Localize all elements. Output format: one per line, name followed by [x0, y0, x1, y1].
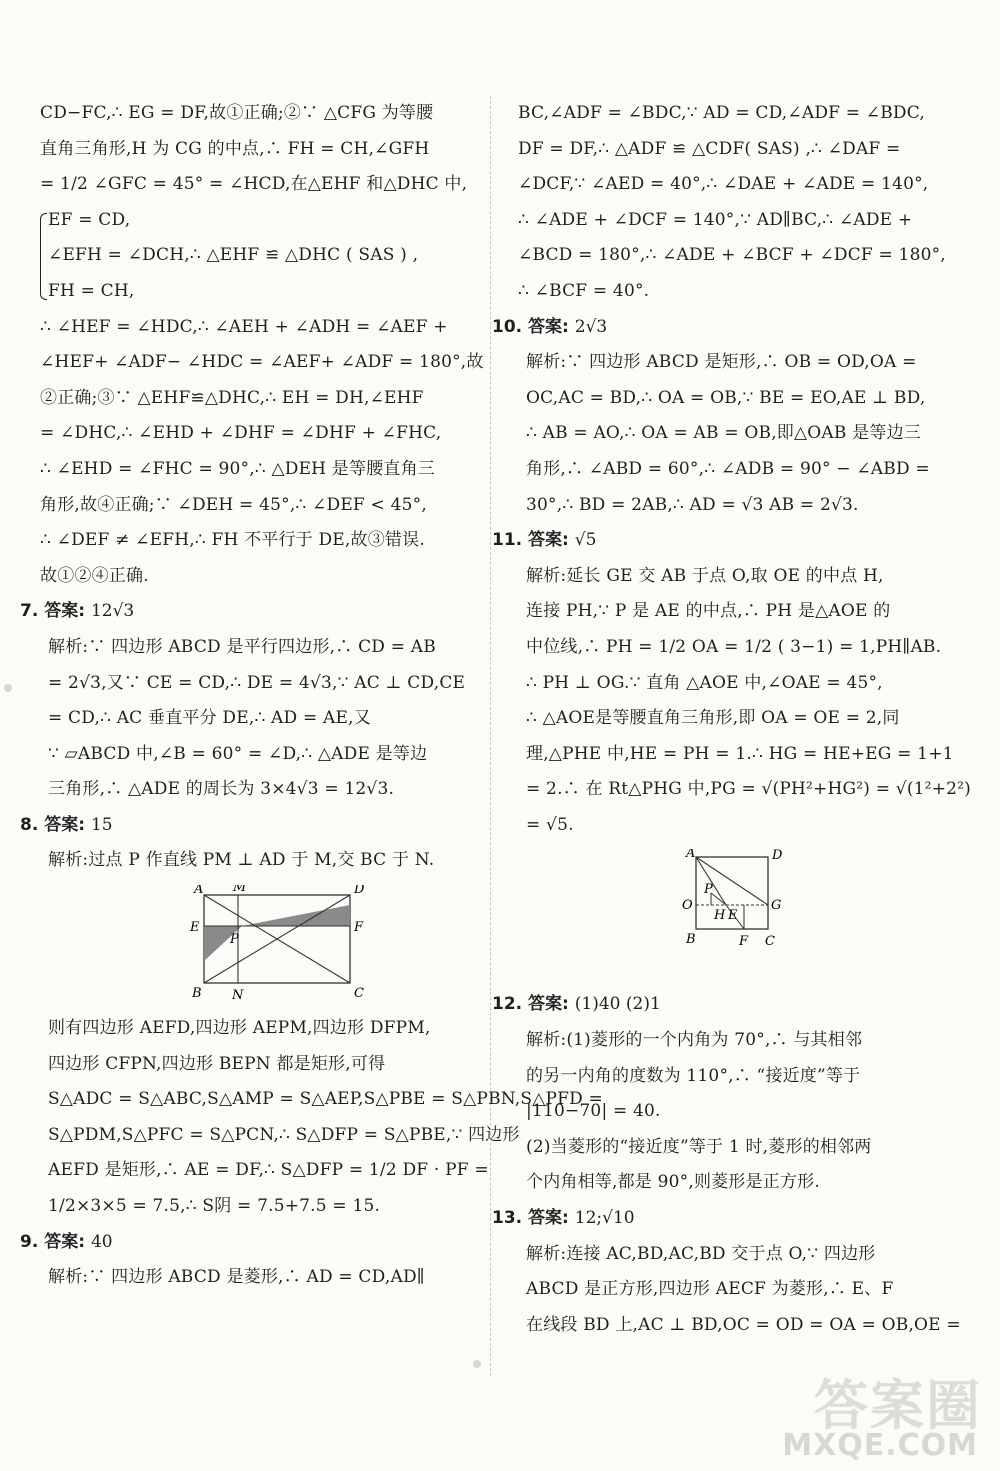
label-g: G: [771, 898, 782, 914]
answer-label: 答案:: [528, 994, 569, 1015]
answer-label: 答案:: [528, 530, 569, 551]
text-line: ∴ △AOE是等腰直角三角形,即 OA = OE = 2,同: [526, 708, 900, 729]
text-line: ∴ ∠ADE + ∠DCF = 140°,∵ AD∥BC,∴ ∠ADE +: [518, 209, 913, 230]
text-line: 1/2×3×5 = 7.5,∴ S阴 = 7.5+7.5 = 15.: [48, 1196, 381, 1217]
label-d: D: [354, 885, 365, 898]
text-line: 个内角相等,都是 90°,则菱形是正方形.: [526, 1172, 820, 1193]
text-line: 解析:过点 P 作直线 PM ⊥ AD 于 M,交 BC 于 N.: [48, 850, 435, 871]
text-line: 中位线,∴ PH = 1/2 OA = 1/2 ( 3−1) = 1,PH∥AB.: [526, 636, 942, 657]
text-line: = ∠DHC,∴ ∠EHD + ∠DHF = ∠DHF + ∠FHC,: [40, 423, 442, 444]
label-a: A: [194, 885, 204, 898]
text-line: 四边形 CFPN,四边形 BEPN 都是矩形,可得: [48, 1053, 386, 1074]
figure-8: [40, 885, 480, 1005]
watermark-url: MXQE.COM: [782, 1428, 978, 1463]
question-number: 8.: [20, 814, 39, 835]
text-line: 解析:连接 AC,BD,AC,BD 交于点 O,∵ 四边形: [526, 1243, 876, 1264]
answer-value: 2√3: [574, 316, 608, 337]
answer-value: 12;√10: [574, 1208, 635, 1229]
text-line: EF = CD,: [48, 209, 131, 230]
text-line: ∠HEF+ ∠ADF− ∠HDC = ∠AEF+ ∠ADF = 180°,故: [40, 352, 484, 373]
text-line: 三角形,∴ △ADE 的周长为 3×4√3 = 12√3.: [48, 779, 395, 800]
text-line: = 2.∴ 在 Rt△PHG 中,PG = √(PH²+HG²) = √(1²+2²): [526, 779, 971, 800]
right-column: [492, 96, 971, 1343]
text-line: ∴ ∠EHD = ∠FHC = 90°,∴ △DEH 是等腰直角三: [40, 458, 436, 479]
text-line: 在线段 BD 上,AC ⊥ BD,OC = OD = OA = OB,OE =: [526, 1314, 961, 1335]
rectangle-diagram: [40, 885, 500, 1001]
text-line: ABCD 是正方形,四边形 AECF 为菱形,∴ E、F: [526, 1279, 894, 1300]
text-line: AEFD 是矩形,∴ AE = DF,∴ S△DFP = 1/2 DF · PF =: [48, 1160, 489, 1181]
text-line: ∴ ∠HEF = ∠HDC,∴ ∠AEH + ∠ADH = ∠AEF +: [40, 316, 448, 337]
label-p: P: [230, 932, 239, 948]
text-line: 解析:∵ 四边形 ABCD 是平行四边形,∴ CD = AB: [48, 636, 436, 657]
watermark: [782, 1363, 982, 1463]
text-line: 直角三角形,H 为 CG 的中点,∴ FH = CH,∠GFH: [40, 138, 430, 159]
answer-label: 答案:: [528, 1208, 569, 1229]
text-line: DF = DF,∴ △ADF ≌ △CDF( SAS) ,∴ ∠DAF =: [518, 138, 901, 159]
text-line: ∠DCF,∵ ∠AED = 40°,∴ ∠DAE + ∠ADE = 140°,: [518, 174, 929, 195]
text-line: = √5.: [526, 814, 574, 835]
text-line: ∴ ∠DEF ≠ ∠EFH,∴ FH 不平行于 DE,故③错误.: [40, 530, 425, 551]
answer-label: 答案:: [44, 1231, 86, 1252]
figure-11: [518, 849, 948, 981]
label-c: C: [765, 934, 775, 950]
text-line: ∠BCD = 180°,∴ ∠ADE + ∠BCF + ∠DCF = 180°,: [518, 245, 946, 266]
question-10-header: [492, 310, 948, 346]
label-h: H: [714, 908, 726, 924]
left-brace: [40, 213, 47, 300]
text-line: ∠EFH = ∠DCH,∴ △EHF ≌ △DHC ( SAS ) ,: [48, 245, 419, 266]
text-line: 则有四边形 AEFD,四边形 AEPM,四边形 DFPM,: [48, 1018, 431, 1039]
answer-value: 15: [90, 814, 113, 835]
question-number: 11.: [492, 530, 523, 551]
answer-value: √5: [574, 530, 597, 551]
question-number: 9.: [20, 1231, 39, 1252]
text-line: ∴ ∠BCF = 40°.: [518, 280, 650, 301]
text-line: (2)当菱形的“接近度”等于 1 时,菱形的相邻两: [526, 1136, 872, 1157]
text-line: 的另一内角的度数为 110°,∴ “接近度”等于: [526, 1065, 861, 1086]
text-line: 解析:延长 GE 交 AB 于点 O,取 OE 的中点 H,: [526, 565, 884, 586]
label-a: A: [686, 849, 696, 862]
label-n: N: [232, 988, 244, 1002]
question-9-header: [20, 1225, 480, 1261]
watermark-logo: 答案圈: [814, 1374, 982, 1437]
label-b: B: [192, 986, 202, 1002]
answer-value: (1)40 (2)1: [574, 994, 661, 1015]
text-line: = CD,∴ AC 垂直平分 DE,∴ AD = AE,又: [48, 708, 371, 729]
question-8-header: [20, 808, 480, 844]
question-number: 10.: [492, 316, 523, 337]
text-line: ∴ AB = AO,∴ OA = AB = OB,即△OAB 是等边三: [526, 423, 921, 444]
margin-dot: [4, 684, 12, 692]
margin-dot: [473, 1360, 481, 1368]
question-number: 12.: [492, 994, 523, 1015]
label-e: E: [728, 908, 738, 924]
label-e: E: [190, 920, 200, 936]
text-line: 角形,∴ ∠ABD = 60°,∴ ∠ADB = 90° − ∠ABD =: [526, 458, 930, 479]
text-line: BC,∠ADF = ∠BDC,∵ AD = CD,∠ADF = ∠BDC,: [518, 103, 925, 123]
label-b: B: [686, 932, 696, 948]
question-number: 7.: [20, 601, 39, 622]
answer-label: 答案:: [44, 814, 86, 835]
text-line: = 1/2 ∠GFC = 45° = ∠HCD,在△EHF 和△DHC 中,: [40, 174, 468, 195]
question-7-header: [20, 594, 480, 630]
label-c: C: [354, 986, 364, 1002]
text-line: 故①②④正确.: [40, 565, 149, 586]
label-p: P: [704, 882, 713, 898]
answer-label: 答案:: [528, 316, 569, 337]
text-line: FH = CH,: [48, 280, 135, 301]
brace-system: [40, 203, 480, 310]
text-line: ②正确;③∵ △EHF≌△DHC,∴ EH = DH,∠EHF: [40, 387, 424, 408]
text-line: = 2√3,又∵ CE = CD,∴ DE = 4√3,∵ AC ⊥ CD,CE: [48, 672, 466, 693]
question-12-header: [492, 987, 948, 1023]
text-line: S△ADC = S△ABC,S△AMP = S△AEP,S△PBE = S△PBN,S△PFD =: [48, 1089, 603, 1110]
text-line: ∴ PH ⊥ OG.∵ 直角 △AOE 中,∠OAE = 45°,: [526, 672, 883, 693]
text-line: |110−70| = 40.: [526, 1101, 661, 1122]
text-line: S△PDM,S△PFC = S△PCN,∴ S△DFP = S△PBE,∵ 四边形: [48, 1124, 520, 1145]
text-line: 连接 PH,∵ P 是 AE 的中点,∴ PH 是△AOE 的: [526, 601, 891, 622]
text-line: 理,△PHE 中,HE = PH = 1.∴ HG = HE+EG = 1+1: [526, 743, 954, 764]
label-d: D: [772, 849, 783, 864]
text-line: 解析:(1)菱形的一个内角为 70°,∴ 与其相邻: [526, 1030, 863, 1051]
column-divider: [490, 96, 492, 1376]
question-11-header: [492, 523, 948, 559]
text-line: OC,AC = BD,∴ OA = OB,∵ BE = EO,AE ⊥ BD,: [526, 387, 926, 408]
question-13-header: [492, 1201, 948, 1237]
text-line: 角形,故④正确;∵ ∠DEH = 45°,∴ ∠DEF < 45°,: [40, 494, 427, 515]
answer-label: 答案:: [44, 601, 86, 622]
text-line: CD−FC,∴ EG = DF,故①正确;②∵ △CFG 为等腰: [40, 103, 434, 123]
square-diagram: [518, 849, 948, 977]
text-line: 30°,∴ BD = 2AB,∴ AD = √3 AB = 2√3.: [526, 494, 859, 515]
answer-value: 40: [90, 1231, 113, 1252]
label-f: F: [739, 934, 749, 950]
label-o: O: [682, 898, 693, 914]
text-line: ∵ ▱ABCD 中,∠B = 60° = ∠D,∴ △ADE 是等边: [48, 743, 428, 764]
text-line: 解析:∵ 四边形 ABCD 是矩形,∴ OB = OD,OA =: [526, 352, 917, 373]
question-number: 13.: [492, 1208, 523, 1229]
text-line: 解析:∵ 四边形 ABCD 是菱形,∴ AD = CD,AD∥: [48, 1267, 425, 1288]
label-m: M: [233, 885, 247, 896]
label-f: F: [354, 920, 364, 936]
answer-value: 12√3: [90, 601, 135, 622]
